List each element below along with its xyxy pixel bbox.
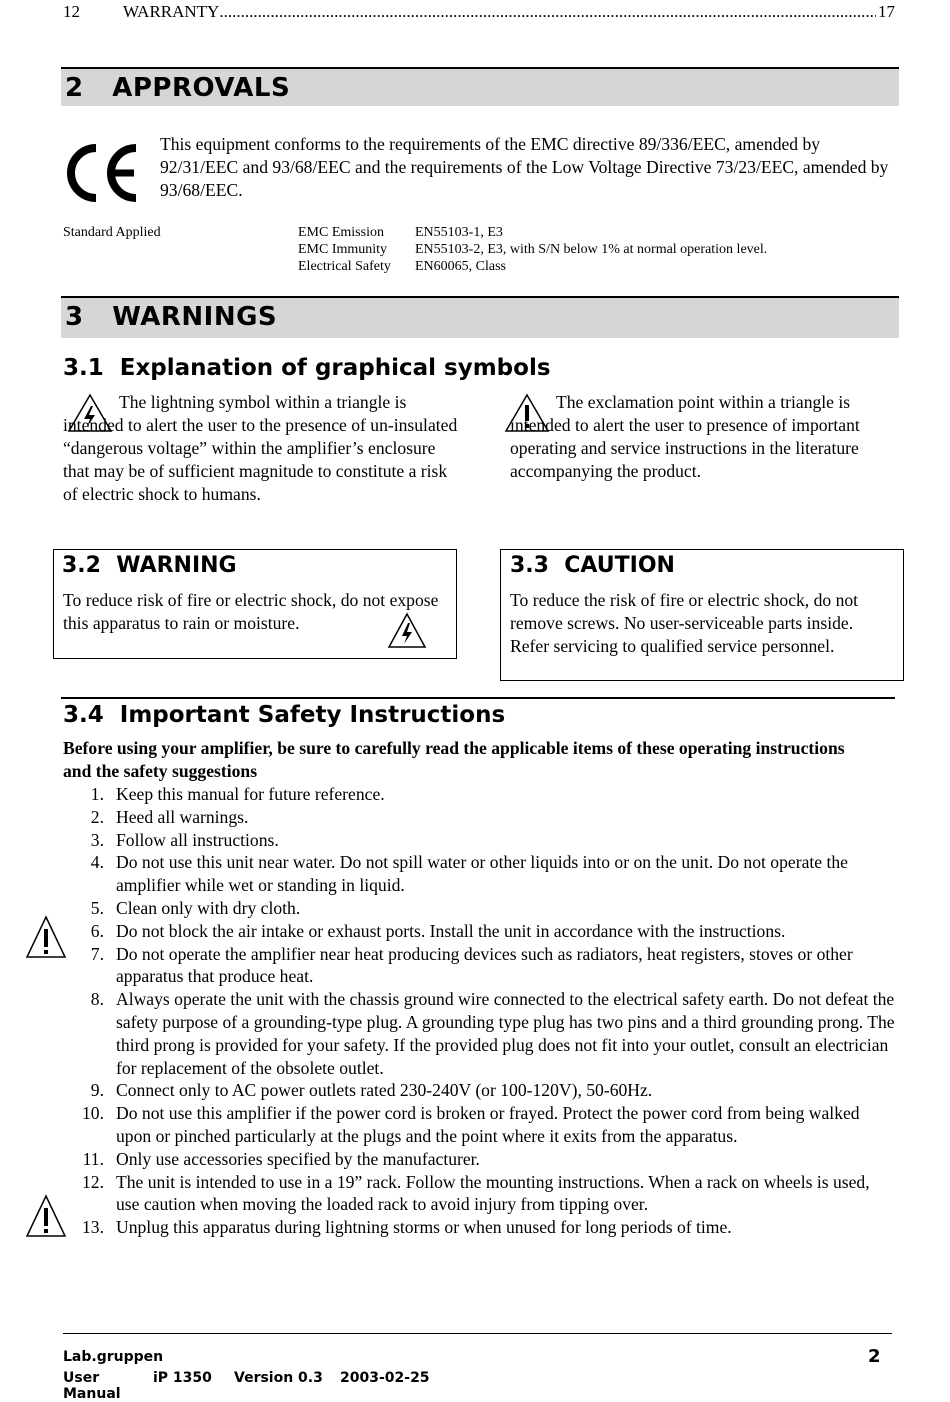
standard-value: EN60065, Class [415,259,506,274]
list-item: 5. Clean only with dry cloth. [90,897,301,918]
list-item: 8. Always operate the unit with the chassis ground wire connected to the electrical safety earth. Do not defeat the safety purpose of a grounding-type plug. A grounding type plug has two pins and a third grounding prong. The third prong is provided for your safety. If the provided plug does not fit into your outlet, consult an electrician for replacement of the obsolete outlet. [90,989,895,1078]
standards-table [298,224,898,275]
toc-number: 12 [63,2,80,21]
toc-title: WARRANTY [123,2,220,21]
list-item: 2. Heed all warnings. [90,806,249,827]
warning-box [53,549,457,659]
list-item: 13. Unplug this apparatus during lightning storms or when unused for long periods of time. [82,1217,732,1238]
caution-text: To reduce the risk of fire or electric shock, do not remove screws. No user-serviceable parts inside. Refer servicing to qualified service personnel. [510,590,859,656]
list-item: 3. Follow all instructions. [90,829,279,850]
lightning-text: The lightning symbol within a triangle is intended to alert the user to the presence of un-insulated “dangerous voltage” within the amplifier’s enclosure that may be of sufficient magnitude to constitute a risk of electric shock to humans. [63,392,458,504]
safety-heading: 3.4 Important Safety Instructions [63,702,506,728]
standard-value: EN55103-1, E3 [415,225,503,240]
standard-name: EMC Emission [298,225,384,240]
footer-brand: Lab.gruppen [63,1349,164,1365]
footer-manual: User Manual [63,1370,121,1402]
footer-divider [63,1333,892,1334]
standard-name: EMC Immunity [298,242,388,257]
standard-applied-label: Standard Applied [63,225,161,240]
list-item: 12. The unit is intended to use in a 19” rack. Follow the mounting instructions. When a rack on wheels is used, use caution when moving the loaded rack to avoid injury from tipping over. [82,1171,870,1215]
symbols-heading: 3.1 Explanation of graphical symbols [63,355,551,381]
safety-divider [61,697,895,699]
list-item: 10. Do not use this amplifier if the power cord is broken or frayed. Protect the power cord from being walked upon or pinched particularly at the plugs and the point where it exits from the apparatus. [82,1103,860,1146]
approvals-heading [61,67,899,106]
warnings-heading-text: 3 WARNINGS [65,302,278,332]
footer-page-number: 2 [868,1346,881,1367]
footer-date: 2003-02-25 [340,1370,430,1386]
caution-box [500,549,904,681]
approvals-heading-text: 2 APPROVALS [65,73,291,103]
lightning-triangle-icon [387,612,427,650]
toc-page: 17 [878,2,895,21]
warnings-heading [61,296,899,338]
footer-info [63,1370,430,1402]
caution-heading: 3.3 CAUTION [510,553,675,578]
standard-row [298,241,898,258]
footer-model: iP 1350 [153,1370,212,1386]
toc-dots [219,2,876,22]
approvals-text: This equipment conforms to the requirements of the EMC directive 89/336/EEC, amended by 92/31/EEC and 93/68/EEC and the requirements of the Low Voltage Directive 73/23/EEC, amended by 93/68/EEC. [160,134,889,200]
list-item: 9. Connect only to AC power outlets rated 230-240V (or 100-120V), 50-60Hz. [90,1080,653,1101]
warning-heading: 3.2 WARNING [62,553,237,578]
standard-value: EN55103-2, E3, with S/N below 1% at normal operation level. [415,242,768,257]
safety-list [52,783,895,1239]
safety-intro: Before using your amplifier, be sure to carefully read the applicable items of these operating instructions and the safety suggestions [63,738,845,781]
list-item: 7. Do not operate the amplifier near heat producing devices such as radiators, heat registers, stoves or other apparatus that produce heat. [90,943,853,987]
list-item: 11. Only use accessories specified by the manufacturer. [82,1148,480,1169]
footer-version: Version 0.3 [234,1370,323,1386]
list-item: 1. Keep this manual for future reference. [90,784,385,804]
exclamation-text: The exclamation point within a triangle is intended to alert the user to presence of important operating and service instructions in the literature accompanying the product. [510,392,860,481]
standard-name: Electrical Safety [298,259,391,274]
warning-text: To reduce risk of fire or electric shock, do not expose this apparatus to rain or moisture. [63,590,439,633]
standard-row [298,258,898,275]
standard-row [298,224,898,241]
toc-entry[interactable] [63,2,895,22]
ce-mark-icon [64,142,144,204]
list-item: 4. Do not use this unit near water. Do not spill water or other liquids into or on the unit. Do not operate the amplifier while wet or standing in liquid. [90,852,848,896]
list-item: 6. Do not block the air intake or exhaust ports. Install the unit in accordance with the instructions. [90,920,786,941]
